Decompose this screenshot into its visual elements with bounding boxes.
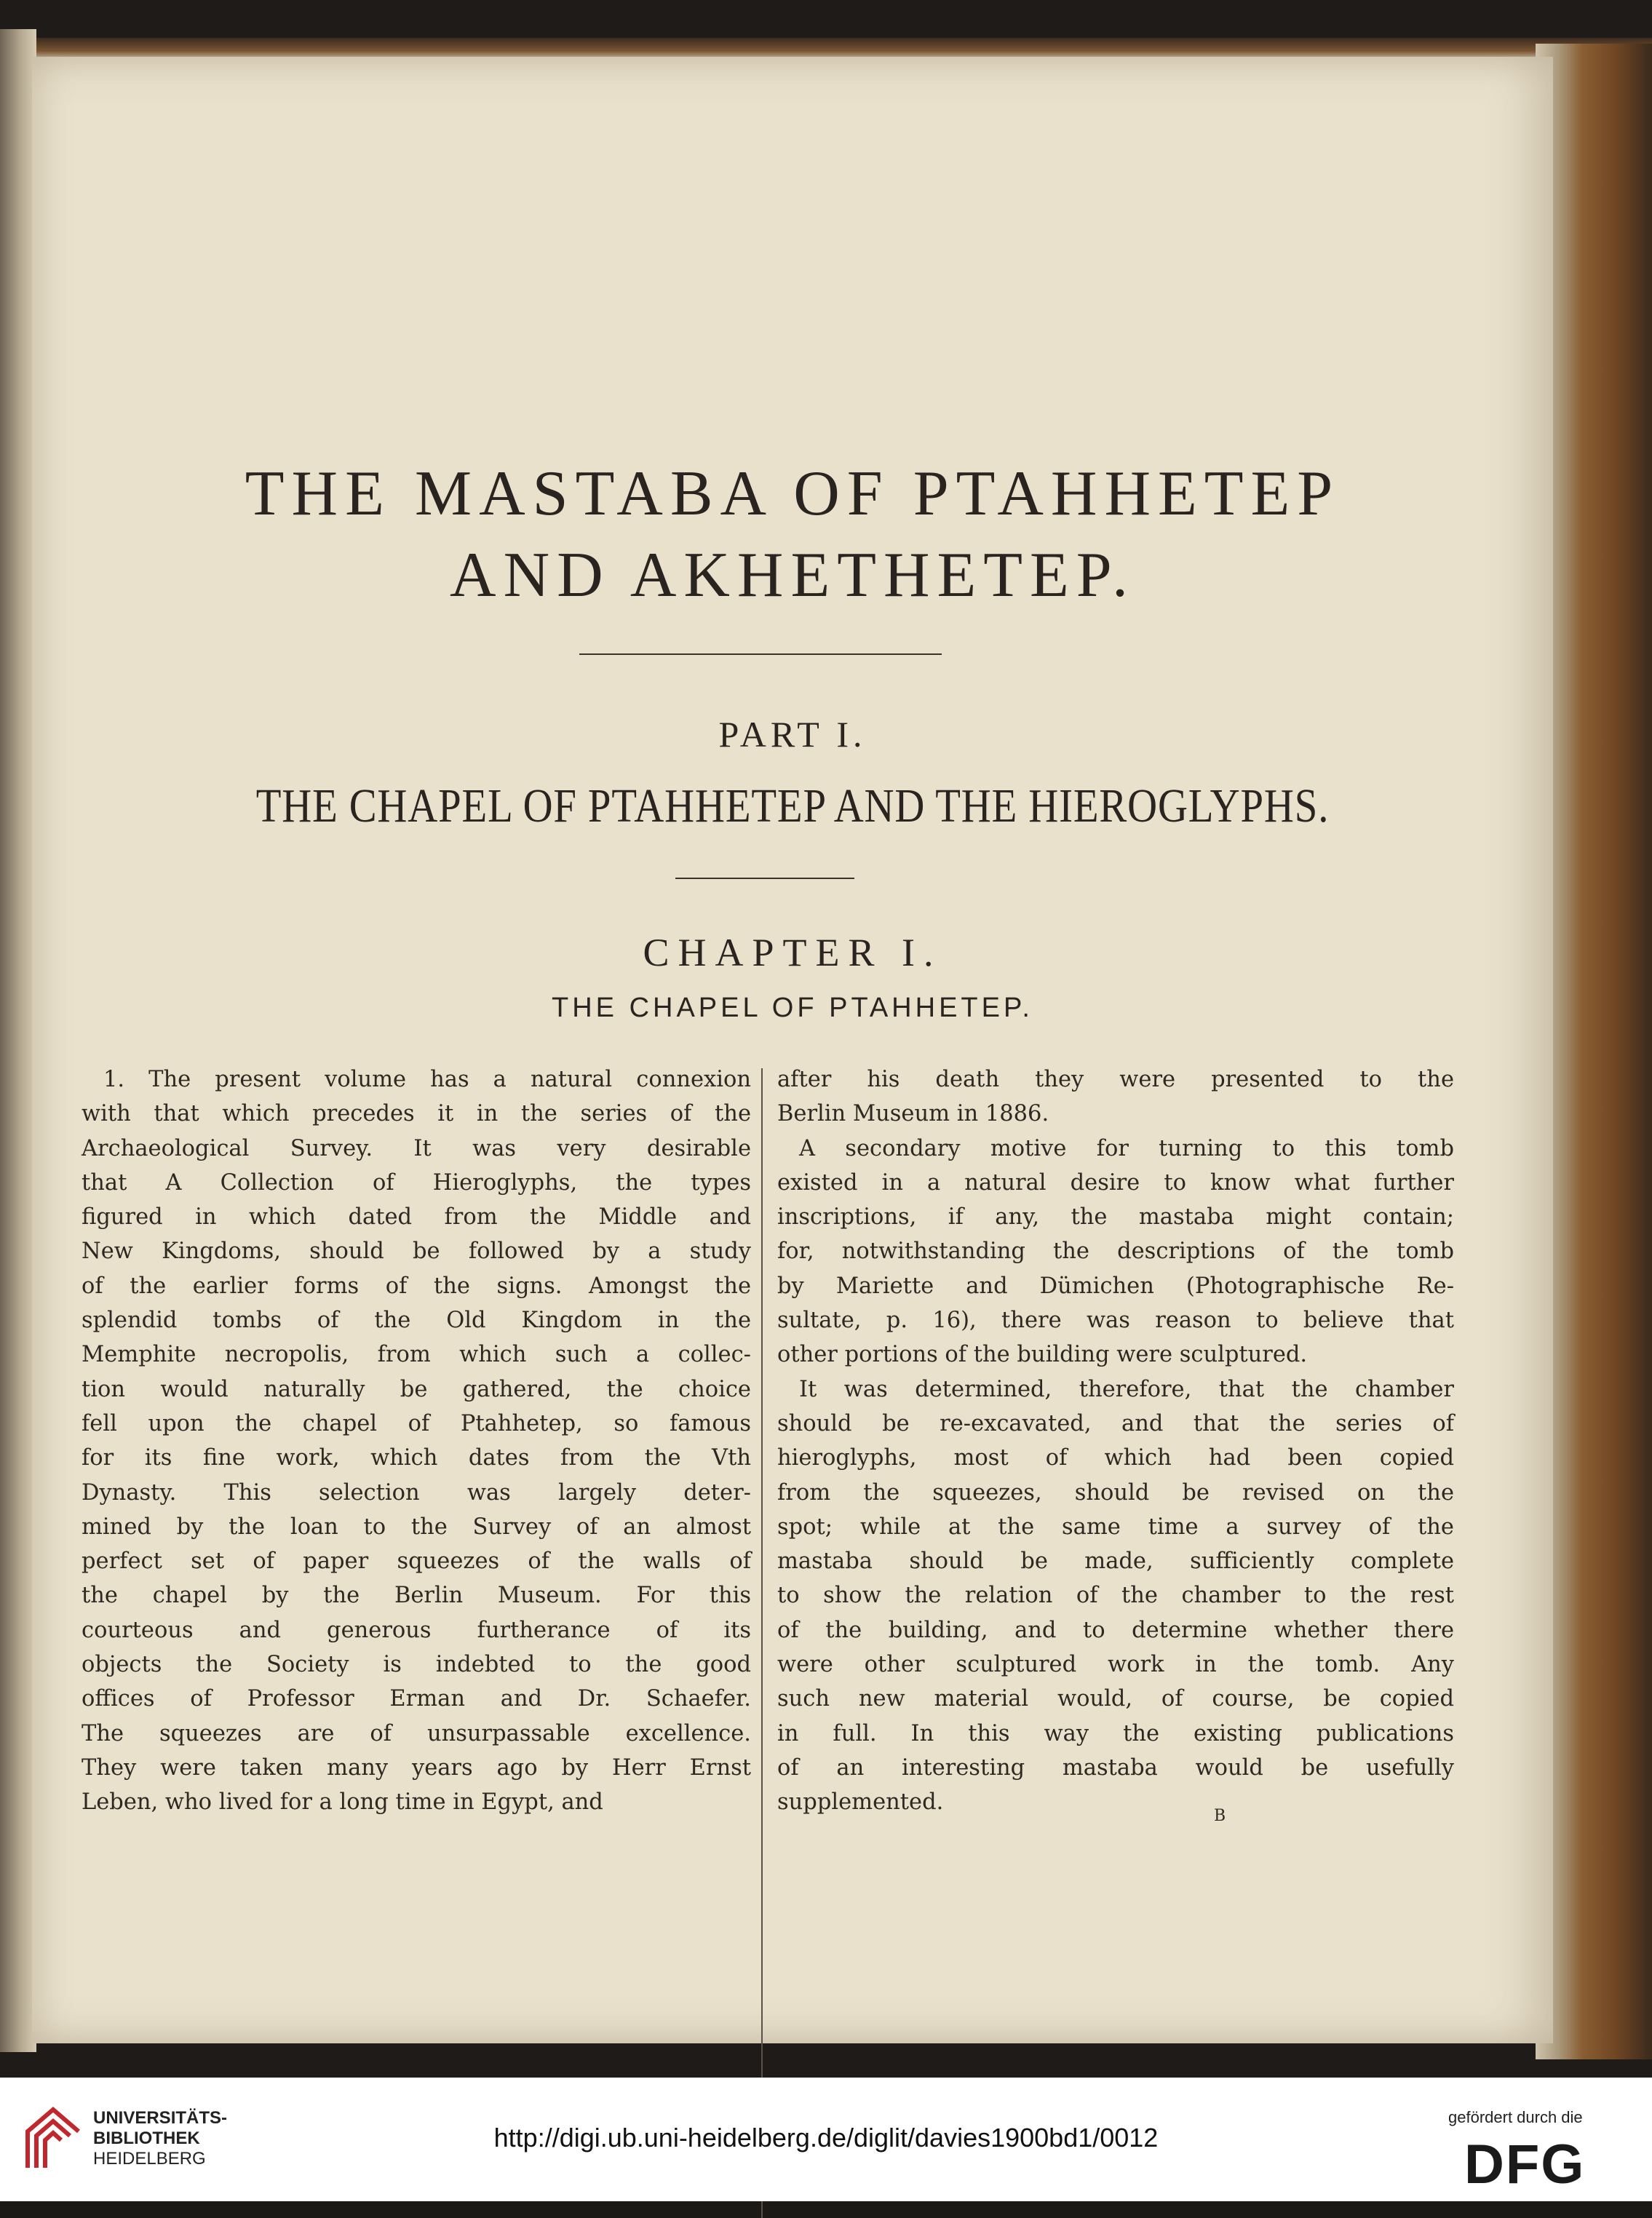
dfg-logo: DFG <box>1464 2134 1586 2195</box>
text-line: that A Collection of Hieroglyphs, the types <box>82 1169 751 1196</box>
part-label: PART I. <box>718 714 867 755</box>
text-line: perfect set of paper squeezes of the walls of <box>82 1549 751 1575</box>
text-line: Berlin Museum in 1886. <box>777 1101 1049 1127</box>
text-line: New Kingdoms, should be followed by a study <box>82 1239 751 1265</box>
text-line: The squeezes are of unsurpassable excellence. <box>82 1720 751 1746</box>
library-name-line-1: UNIVERSITÄTS- <box>93 2108 228 2128</box>
text-line: existed in a natural desire to know what further <box>777 1169 1454 1196</box>
part-title: THE CHAPEL OF PTAHHETEP AND THE HIEROGLYPHS. <box>255 779 1330 832</box>
chapter-label: CHAPTER I. <box>643 931 942 974</box>
text-line: for its fine work, which dates from the Vth <box>82 1445 751 1471</box>
text-line: inscriptions, if any, the mastaba might contain; <box>777 1204 1454 1231</box>
text-line: hieroglyphs, most of which had been copied <box>777 1445 1454 1471</box>
text-line: in full. In this way the existing publications <box>777 1720 1454 1746</box>
text-line: figured in which dated from the Middle and <box>82 1204 751 1231</box>
book-left-edge <box>0 29 36 2052</box>
footer-bar <box>0 2078 1652 2201</box>
text-line: It was determined, therefore, that the chamber <box>799 1376 1454 1402</box>
text-line: for, notwithstanding the descriptions of the tomb <box>777 1239 1454 1265</box>
column-divider <box>761 1068 763 2218</box>
text-line: the chapel by the Berlin Museum. For this <box>82 1583 751 1609</box>
text-line: objects the Society is indebted to the good <box>82 1652 751 1678</box>
text-line: Dynasty. This selection was largely deter- <box>82 1479 751 1506</box>
text-line: should be re-excavated, and that the series of <box>777 1410 1454 1436</box>
library-name-line-3: HEIDELBERG <box>93 2149 206 2169</box>
text-line: Leben, who lived for a long time in Egypt, and <box>82 1789 603 1816</box>
text-line: such new material would, of course, be copied <box>777 1686 1454 1712</box>
text-line: fell upon the chapel of Ptahhetep, so famous <box>82 1410 751 1436</box>
text-line: other portions of the building were sculptured. <box>777 1342 1308 1368</box>
text-line: A secondary motive for turning to this tomb <box>799 1135 1454 1161</box>
text-line: Memphite necropolis, from which such a collec- <box>82 1342 751 1368</box>
text-line: 1. The present volume has a natural connexion <box>103 1067 751 1092</box>
text-line: by Mariette and Dümichen (Photographische Re- <box>777 1273 1454 1299</box>
library-name-line-2: BIBLIOTHEK <box>93 2128 200 2148</box>
text-line: to show the relation of the chamber to the rest <box>777 1583 1454 1609</box>
part-rule <box>675 878 854 879</box>
text-line: from the squeezes, should be revised on the <box>777 1479 1454 1506</box>
title-line-2: AND AKHETHETEP. <box>450 540 1135 611</box>
text-line: Archaeological Survey. It was very desirable <box>82 1135 751 1161</box>
signature-mark: B <box>1214 1807 1226 1825</box>
permalink-url[interactable]: http://digi.ub.uni-heidelberg.de/diglit/davies1900bd1/0012 <box>493 2123 1159 2153</box>
text-line: offices of Professor Erman and Dr. Schaefer. <box>82 1686 751 1712</box>
title-rule <box>579 653 942 655</box>
body-column-right <box>777 1062 1454 1820</box>
text-line: supplemented. <box>777 1789 944 1816</box>
text-line: sultate, p. 16), there was reason to believe that <box>777 1308 1454 1334</box>
chapter-subtitle: THE CHAPEL OF PTAHHETEP. <box>552 993 1033 1023</box>
text-line: mastaba should be made, sufficiently complete <box>777 1549 1454 1575</box>
text-line: spot; while at the same time a survey of the <box>777 1514 1454 1540</box>
text-line: They were taken many years ago by Herr Ernst <box>82 1754 751 1781</box>
text-line: of an interesting mastaba would be usefully <box>777 1754 1454 1781</box>
title-line-1: THE MASTABA OF PTAHHETEP <box>245 458 1341 529</box>
book-cover-edge <box>1536 44 1652 2059</box>
text-line: splendid tombs of the Old Kingdom in the <box>82 1308 751 1334</box>
text-line: of the earlier forms of the signs. Amongst the <box>82 1273 751 1299</box>
funded-by-label: gefördert durch die <box>1448 2108 1583 2126</box>
text-line: mined by the loan to the Survey of an almost <box>82 1514 751 1540</box>
text-line: after his death they were presented to the <box>777 1067 1454 1092</box>
text-line: were other sculptured work in the tomb. Any <box>777 1652 1454 1678</box>
body-column-left <box>82 1062 751 1820</box>
text-line: of the building, and to determine whether there <box>777 1617 1454 1643</box>
text-line: with that which precedes it in the series of the <box>82 1101 751 1127</box>
text-line: courteous and generous furtherance of its <box>82 1617 751 1643</box>
text-line: tion would naturally be gathered, the choice <box>82 1376 751 1402</box>
